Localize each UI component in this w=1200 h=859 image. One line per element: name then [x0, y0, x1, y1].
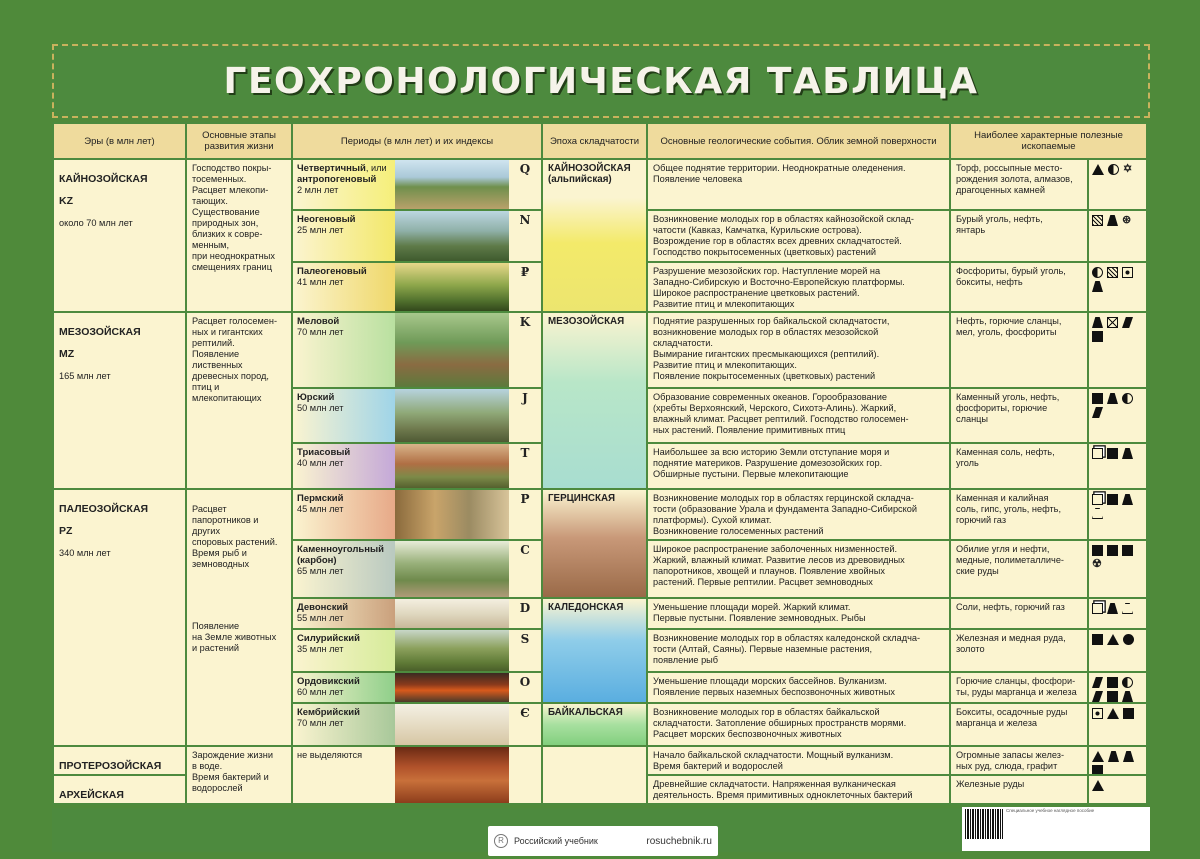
mineral-sq-icon [1092, 634, 1103, 645]
minerals-row: Железная и медная руда, золото [951, 630, 1087, 671]
header-life: Основные этапы развития жизни [187, 124, 291, 158]
header-folding: Эпоха складчатости [543, 124, 646, 158]
mineral-tri-icon [1107, 708, 1119, 719]
era-paleozoic [54, 490, 185, 745]
minerals-row: Соли, нефть, горючий газ [951, 599, 1087, 628]
minerals-row: Железные руды [951, 776, 1087, 803]
period-name-alt: антропогеновый [297, 174, 377, 185]
folding-baikal: БАЙКАЛЬСКАЯ [543, 704, 646, 745]
mineral-trap-icon [1107, 393, 1118, 404]
mineral-hatch-icon [1107, 267, 1118, 278]
events-row: Поднятие разрушенных гор байкальской складчатости, возникновение молодых гор в областях мезозойской складчатости. Вымирание гигантских пресмыкающихся (рептилий). Развитие птиц и млекопитающих. Появление покрытосеменных (цветковых) растений [648, 313, 949, 387]
period-text [293, 673, 395, 702]
mineral-sq-icon [1107, 545, 1118, 556]
period-name: Силурийский [297, 633, 360, 644]
period-name: Четвертичный [297, 163, 366, 174]
folding-mesozoic: МЕЗОЗОЙСКАЯ [543, 313, 646, 488]
period-cretaceous [293, 313, 541, 387]
period-illustration [395, 541, 509, 597]
folding-caledonian: КАЛЕДОНСКАЯ [543, 599, 646, 702]
era-name: ПАЛЕОЗОЙСКАЯ [59, 503, 149, 515]
mineral-sq-icon [1092, 545, 1103, 556]
period-index: J [509, 389, 541, 442]
era-age: 165 млн лет [59, 371, 111, 381]
period-age: 41 млн лет [297, 277, 344, 287]
mineral-par-icon [1122, 317, 1133, 328]
period-index: S [509, 630, 541, 671]
period-name: Пермский [297, 493, 344, 504]
publisher-logos [488, 826, 718, 856]
period-jurassic [293, 389, 541, 442]
period-name: Девонский [297, 602, 349, 613]
period-index-empty [509, 747, 541, 803]
mineral-cube-icon [1092, 448, 1103, 459]
period-illustration [395, 630, 509, 671]
period-text [293, 313, 395, 387]
events-row: Возникновение молодых гор в областях каледонской складча- тости (Алтай, Саяны). Первые наземные растения, появление рыб [648, 630, 949, 671]
period-quaternary [293, 160, 541, 209]
mineral-symbols [1089, 630, 1146, 671]
era-cenozoic [54, 160, 185, 311]
period-paleogene [293, 263, 541, 311]
mineral-half-icon [1108, 164, 1119, 175]
period-ordovician [293, 673, 541, 702]
period-text [293, 263, 395, 311]
mineral-cube-icon [1092, 603, 1103, 614]
period-permian [293, 490, 541, 539]
mineral-symbols [1089, 313, 1146, 387]
events-row: Возникновение молодых гор в областях герцинской складча- тости (образование Урала и фундамента Западно-Сибирской платформы). Сухой климат. Возникновение голосеменных растений [648, 490, 949, 539]
era-name: АРХЕЙСКАЯ [59, 789, 124, 801]
era-mesozoic [54, 313, 185, 488]
period-name: Неогеновый [297, 214, 356, 225]
mineral-trap-icon [1122, 448, 1133, 459]
mineral-dot-icon [1122, 267, 1133, 278]
period-index: Є [509, 704, 541, 745]
period-text [293, 160, 395, 209]
mineral-tri-icon [1092, 780, 1104, 791]
minerals-row: Горючие сланцы, фосфори- ты, руды марганца и железа [951, 673, 1087, 702]
period-text [293, 389, 395, 442]
header-events: Основные геологические события. Облик земной поверхности [648, 124, 949, 158]
era-index: MZ [59, 348, 75, 360]
mineral-symbols [1089, 389, 1146, 442]
period-index: O [509, 673, 541, 702]
era-age: 340 млн лет [59, 548, 111, 558]
folding-alpine: КАЙНОЗОЙСКАЯ (альпийская) [543, 160, 646, 311]
mineral-dot-icon [1092, 708, 1103, 719]
period-name: Триасовый [297, 447, 351, 458]
events-row: Общее поднятие территории. Неоднократные оледенения. Появление человека [648, 160, 949, 209]
mineral-sq-icon [1107, 494, 1118, 505]
mineral-symbols [1089, 673, 1146, 702]
era-index: KZ [59, 195, 73, 207]
mineral-tri-icon [1092, 164, 1104, 175]
mineral-sq-icon [1092, 765, 1103, 774]
period-illustration [395, 263, 509, 311]
life-cenozoic: Господство покры- тосеменных. Расцвет млекопи- тающих. Существование природных зон, близких к совре- менным, при неоднократных смещениях границ [187, 160, 291, 311]
events-row: Возникновение молодых гор в областях байкальской складчатости. Затопление обширных пространств морями. Расцвет морских беспозвоночных животных [648, 704, 949, 745]
events-row: Разрушение мезозойских гор. Наступление морей на Западно-Сибирскую и Восточно-Европейскую платформы. Широкое распространение цветковых растений. Развитие птиц и млекопитающих [648, 263, 949, 311]
mineral-symbols [1089, 704, 1146, 745]
life-paleozoic-lower: Появление на Земле животных и растений [192, 621, 277, 653]
header-minerals: Наиболее характерные полезные ископаемые [951, 124, 1146, 158]
mineral-symbols [1089, 211, 1146, 261]
mineral-half-icon [1092, 267, 1103, 278]
mineral-tri-icon [1107, 634, 1119, 645]
period-age: 50 млн лет [297, 403, 344, 413]
period-name: Юрский [297, 392, 335, 403]
period-text [293, 630, 395, 671]
mineral-par-icon [1092, 677, 1103, 688]
mineral-par-icon [1092, 691, 1103, 702]
mineral-sq-icon [1107, 677, 1118, 688]
folding-hercynian: ГЕРЦИНСКАЯ [543, 490, 646, 597]
events-row: Наибольшее за всю историю Земли отступание моря и поднятие материков. Разрушение домезозойских гор. Обширные пустыни. Первые млекопитающие [648, 444, 949, 488]
life-paleozoic-upper: Расцвет папоротников и других споровых растений. Время рыб и земноводных [192, 504, 278, 569]
mineral-symbols [1089, 444, 1146, 488]
period-illustration [395, 490, 509, 539]
imprint-box [962, 807, 1150, 851]
period-text [293, 490, 395, 539]
era-name: КАЙНОЗОЙСКАЯ [59, 173, 148, 185]
header-eras: Эры (в млн лет) [54, 124, 185, 158]
period-age: 40 млн лет [297, 458, 344, 468]
mineral-symbols [1089, 490, 1146, 539]
period-age: 35 млн лет [297, 644, 344, 654]
mineral-symbols [1089, 160, 1146, 209]
mineral-symbols [1089, 541, 1146, 597]
mineral-half-icon [1122, 677, 1133, 688]
mineral-trap-icon [1107, 603, 1118, 614]
header-periods: Периоды (в млн лет) и их индексы [293, 124, 541, 158]
events-row: Начало байкальской складчатости. Мощный вулканизм. Время бактерий и водорослей [648, 747, 949, 774]
page-title: ГЕОХРОНОЛОГИЧЕСКАЯ ТАБЛИЦА [223, 61, 979, 102]
mineral-symbols [1089, 263, 1146, 311]
desert-illustration [395, 747, 509, 803]
mineral-sq-icon [1107, 691, 1118, 702]
radiation-icon: ☢ [1092, 558, 1102, 570]
period-index: K [509, 313, 541, 387]
mineral-sq-icon [1092, 331, 1103, 342]
era-name: ПРОТЕРОЗОЙСКАЯ [59, 760, 162, 772]
life-precambrian: Зарождение жизни в воде. Время бактерий и водорослей [187, 747, 291, 803]
period-name-alt: (карбон) [297, 555, 337, 566]
period-text [293, 704, 395, 745]
period-illustration [395, 389, 509, 442]
mineral-sq-icon [1122, 545, 1133, 556]
title-banner [52, 44, 1150, 118]
mineral-half-icon [1122, 393, 1133, 404]
period-name: Палеогеновый [297, 266, 367, 277]
mineral-trapo-icon [1122, 603, 1133, 614]
period-index: C [509, 541, 541, 597]
events-row: Возникновение молодых гор в областях кайнозойской склад- чатости (Кавказ, Камчатка, Курильские острова). Возрождение гор в областях всех древних складчатостей. Господство покрытосеменных (цветковых) растений [648, 211, 949, 261]
mineral-symbols [1089, 747, 1146, 774]
period-illustration [395, 444, 509, 488]
period-none-label: не выделяются [297, 750, 363, 760]
period-name: Кембрийский [297, 707, 360, 718]
period-name-suffix: , или [365, 163, 387, 173]
life-mesozoic: Расцвет голосемен- ных и гигантских рептилий. Появление лиственных древесных пород, птиц и млекопитающих [187, 313, 291, 488]
site-link[interactable]: rosuchebnik.ru [646, 835, 712, 847]
mineral-trapo-icon [1092, 508, 1103, 519]
mineral-circ-icon [1123, 634, 1134, 645]
period-illustration [395, 673, 509, 702]
mineral-cube-icon [1092, 494, 1103, 505]
minerals-row: Огромные запасы желез- ных руд, слюда, графит [951, 747, 1087, 774]
gear-icon: ⊛ [1122, 214, 1132, 226]
period-illustration [395, 211, 509, 261]
minerals-row: Каменная и калийная соль, гипс, уголь, нефть, горючий газ [951, 490, 1087, 539]
events-row: Образование современных океанов. Горообразование (хребты Верхоянский, Черского, Сихотэ-Алинь). Жаркий, влажный климат. Расцвет рептилий. Господство голосемен- ных растений. Появление примитивных птиц [648, 389, 949, 442]
mineral-hatch-icon [1092, 215, 1103, 226]
minerals-row: Обилие угля и нефти, медные, полиметалличе- ские руды [951, 541, 1087, 597]
imprint-text: Специальное учебное наглядное пособие [1006, 808, 1095, 813]
era-name: МЕЗОЗОЙСКАЯ [59, 326, 141, 338]
folding-precambrian [543, 747, 646, 803]
mineral-trap-icon [1122, 691, 1133, 702]
period-index: Q [509, 160, 541, 209]
period-age: 65 млн лет [297, 566, 344, 576]
geochronology-table [52, 122, 1150, 805]
mineral-sq-icon [1092, 393, 1103, 404]
period-age: 60 млн лет [297, 687, 344, 697]
period-age: 70 млн лет [297, 718, 344, 728]
mineral-trap-icon [1123, 751, 1134, 762]
brand-name: Российский учебник [514, 836, 598, 846]
period-age: 45 млн лет [297, 504, 344, 514]
period-text [293, 444, 395, 488]
mineral-par-icon [1092, 407, 1103, 418]
period-neogene [293, 211, 541, 261]
period-illustration [395, 704, 509, 745]
mineral-trap-icon [1092, 281, 1103, 292]
period-triassic [293, 444, 541, 488]
minerals-row: Торф, россыпные место- рождения золота, алмазов, драгоценных камней [951, 160, 1087, 209]
events-row: Древнейшие складчатости. Напряженная вулканическая деятельность. Время примитивных одноклеточных бактерий [648, 776, 949, 803]
mineral-trap-icon [1092, 317, 1103, 328]
mineral-tri-icon [1092, 751, 1104, 762]
period-name: Каменноугольный [297, 544, 384, 555]
period-index: T [509, 444, 541, 488]
life-paleozoic [187, 490, 291, 745]
period-carboniferous [293, 541, 541, 597]
era-age: около 70 млн лет [59, 218, 133, 228]
registered-icon: R [494, 834, 508, 848]
era-index: PZ [59, 525, 73, 537]
minerals-row: Бурый уголь, нефть, янтарь [951, 211, 1087, 261]
period-silurian [293, 630, 541, 671]
mineral-trap-icon [1108, 751, 1119, 762]
period-name: Меловой [297, 316, 340, 327]
mineral-symbols [1089, 776, 1146, 803]
minerals-row: Каменный уголь, нефть, фосфориты, горючие сланцы [951, 389, 1087, 442]
period-illustration [395, 599, 509, 628]
period-age: 25 млн лет [297, 225, 344, 235]
period-age: 2 млн лет [297, 185, 339, 195]
period-illustration [395, 313, 509, 387]
mineral-trap-icon [1107, 215, 1118, 226]
period-cambrian [293, 704, 541, 745]
era-archean [54, 776, 185, 803]
mineral-sq-icon [1107, 448, 1118, 459]
period-illustration [395, 160, 509, 209]
period-precambrian [293, 747, 541, 803]
period-text [293, 211, 395, 261]
events-row: Уменьшение площади морских бассейнов. Вулканизм. Появление первых наземных беспозвоночных животных [648, 673, 949, 702]
events-row: Широкое распространение заболоченных низменностей. Жаркий, влажный климат. Развитие лесов из древовидных папоротников, хвощей и плаунов. Появление хвойных растений. Первые рептилии. Расцвет земноводных [648, 541, 949, 597]
mineral-xsq-icon [1107, 317, 1118, 328]
star-icon: ✡ [1123, 163, 1133, 175]
period-index: ₽ [509, 263, 541, 311]
period-text [293, 599, 395, 628]
period-text [293, 541, 395, 597]
period-name: Ордовикский [297, 676, 360, 687]
period-index: D [509, 599, 541, 628]
minerals-row: Каменная соль, нефть, уголь [951, 444, 1087, 488]
minerals-row: Нефть, горючие сланцы, мел, уголь, фосфориты [951, 313, 1087, 387]
minerals-row: Бокситы, осадочные руды марганца и железа [951, 704, 1087, 745]
barcode [965, 809, 1003, 839]
period-index: P [509, 490, 541, 539]
period-index: N [509, 211, 541, 261]
mineral-trap-icon [1122, 494, 1133, 505]
mineral-sq-icon [1123, 708, 1134, 719]
minerals-row: Фосфориты, бурый уголь, бокситы, нефть [951, 263, 1087, 311]
period-age: 55 млн лет [297, 613, 344, 623]
period-age: 70 млн лет [297, 327, 344, 337]
era-proterozoic [54, 747, 185, 774]
period-devonian [293, 599, 541, 628]
mineral-symbols [1089, 599, 1146, 628]
events-row: Уменьшение площади морей. Жаркий климат. Первые пустыни. Появление земноводных. Рыбы [648, 599, 949, 628]
